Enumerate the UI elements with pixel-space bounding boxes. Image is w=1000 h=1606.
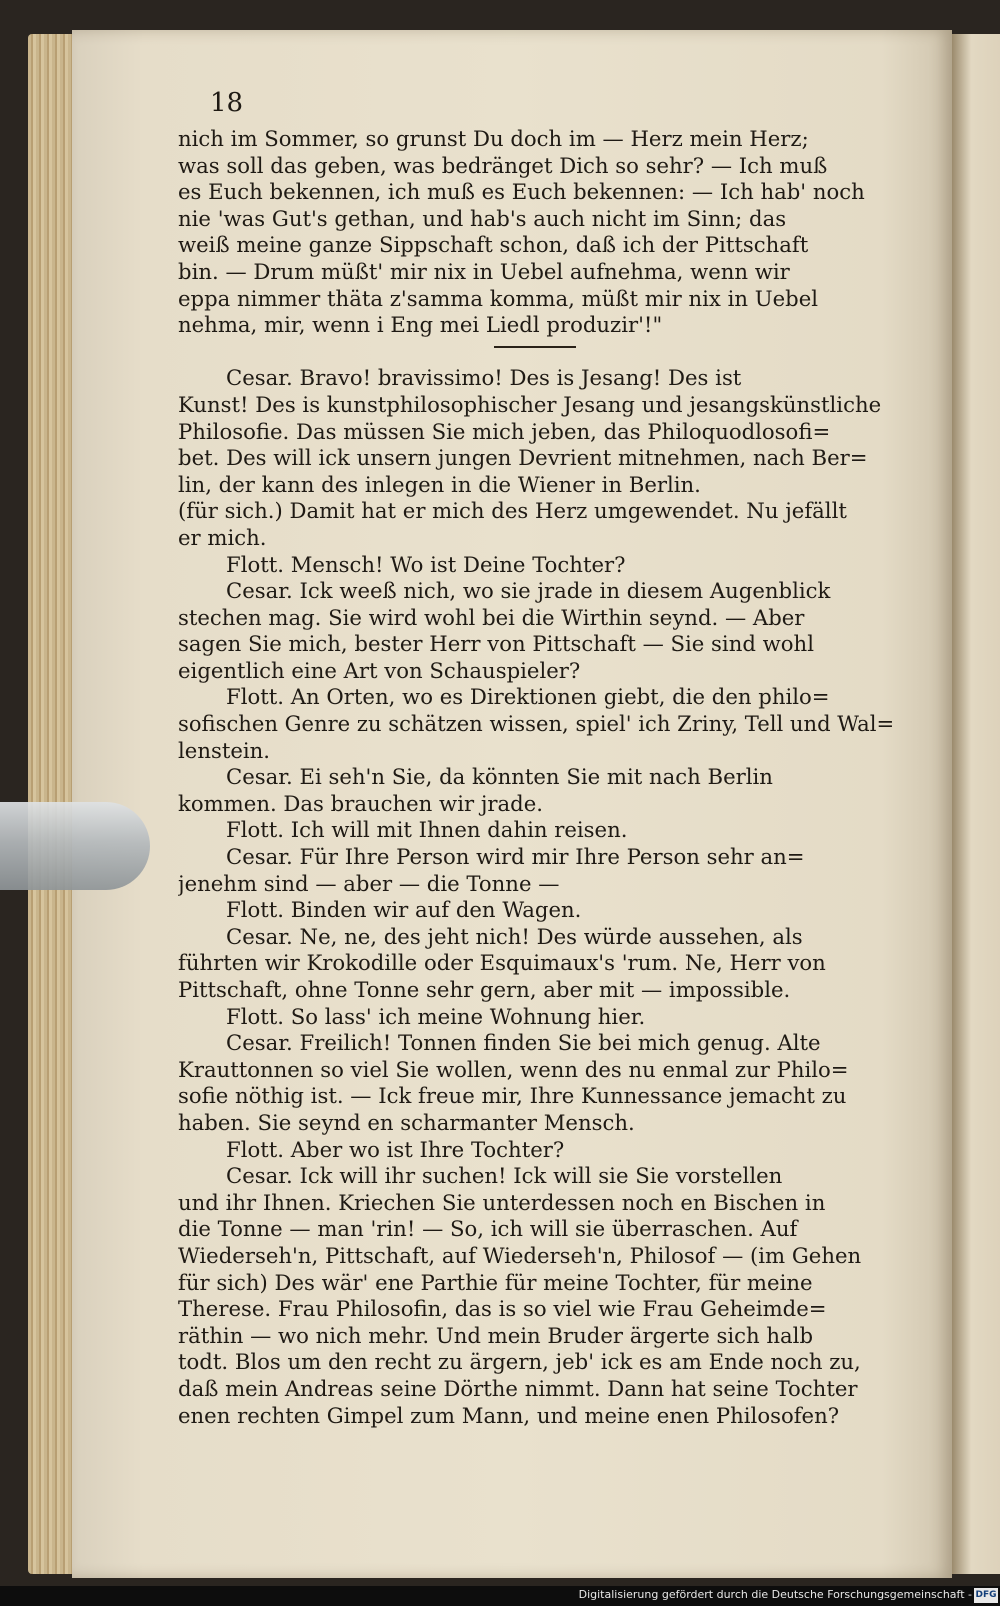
text-line: Therese. Frau Philosofin, das is so viel wie Frau Geheimde=: [178, 1296, 827, 1322]
text-line: (für sich.) Damit hat er mich des Herz umgewendet. Nu jefällt: [178, 498, 847, 524]
text-line: Flott. Aber wo ist Ihre Tochter?: [226, 1136, 565, 1162]
text-line: Flott. Binden wir auf den Wagen.: [226, 897, 582, 923]
text-line: Cesar. Ne, ne, des jeht nich! Des würde aussehen, als: [226, 923, 803, 949]
funding-notice: Digitalisierung gefördert durch die Deutsche Forschungsgemeinschaft -: [578, 1588, 972, 1601]
text-line: eigentlich eine Art von Schauspieler?: [178, 657, 581, 683]
text-line: todt. Blos um den recht zu ärgern, jeb' ick es am Ende noch zu,: [178, 1349, 861, 1375]
text-line: sagen Sie mich, bester Herr von Pittschaft — Sie sind wohl: [178, 631, 814, 657]
text-line: sofie nöthig ist. — Ick freue mir, Ihre Kunnessance jemacht zu: [178, 1083, 847, 1109]
text-line: nehma, mir, wenn i Eng mei Liedl produzir'!": [178, 312, 663, 338]
text-line: [178, 339, 894, 366]
page-body-text: [178, 126, 894, 1429]
text-line: Flott. Ich will mit Ihnen dahin reisen.: [226, 817, 628, 843]
text-line: Flott. An Orten, wo es Direktionen giebt, die den philo=: [226, 684, 830, 710]
text-line: Cesar. Für Ihre Person wird mir Ihre Person sehr an=: [226, 844, 805, 870]
text-line: Krauttonnen so viel Sie wollen, wenn des nu enmal zur Philo=: [178, 1056, 849, 1082]
text-line: lenstein.: [178, 737, 271, 763]
text-line: daß mein Andreas seine Dörthe nimmt. Dann hat seine Tochter: [178, 1375, 858, 1401]
footer-bar: [0, 1586, 1000, 1606]
text-line: nie 'was Gut's gethan, und hab's auch nicht im Sinn; das: [178, 205, 787, 231]
text-line: Cesar. Ick weeß nich, wo sie jrade in diesem Augenblick: [226, 578, 831, 604]
text-line: Flott. So lass' ich meine Wohnung hier.: [226, 1003, 646, 1029]
text-line: Wiederseh'n, Pittschaft, auf Wiederseh'n, Philosof — (im Gehen: [178, 1242, 862, 1268]
text-line: führten wir Krokodille oder Esquimaux's 'rum. Ne, Herr von: [178, 950, 826, 976]
text-line: Philosofie. Das müssen Sie mich jeben, das Philoquodlosofi=: [178, 418, 831, 444]
text-line: bet. Des will ick unsern jungen Devrient mitnehmen, nach Ber=: [178, 445, 868, 471]
text-line: Cesar. Bravo! bravissimo! Des is Jesang! Des ist: [226, 365, 742, 391]
text-line: bin. — Drum müßt' mir nix in Uebel aufnehma, wenn wir: [178, 258, 790, 284]
text-line: Kunst! Des is kunstphilosophischer Jesang und jesangskünstliche: [178, 391, 882, 417]
text-line: für sich) Des wär' ene Parthie für meine Tochter, für meine: [178, 1269, 813, 1295]
text-line: er mich.: [178, 524, 267, 550]
text-line: es Euch bekennen, ich muß es Euch bekennen: — Ich hab' noch: [178, 179, 865, 205]
text-line: enen rechten Gimpel zum Mann, und meine enen Philosofen?: [178, 1402, 840, 1428]
dfg-logo: DFG: [974, 1588, 998, 1603]
page-clip-bookmark: [0, 802, 150, 890]
facing-page-edge: [952, 34, 1000, 1574]
text-line: lin, der kann des inlegen in die Wiener in Berlin.: [178, 471, 701, 497]
text-line: räthin — wo nich mehr. Und mein Bruder ärgerte sich halb: [178, 1322, 814, 1348]
text-line: Cesar. Ei seh'n Sie, da könnten Sie mit nach Berlin: [226, 764, 773, 790]
text-line: Flott. Mensch! Wo ist Deine Tochter?: [226, 551, 626, 577]
text-line: Cesar. Ick will ihr suchen! Ick will sie Sie vorstellen: [226, 1163, 783, 1189]
text-line: Cesar. Freilich! Tonnen finden Sie bei mich genug. Alte: [226, 1030, 821, 1056]
page-number: 18: [210, 88, 244, 118]
text-line: eppa nimmer thäta z'samma komma, müßt mir nix in Uebel: [178, 285, 819, 311]
text-line: weiß meine ganze Sippschaft schon, daß ich der Pittschaft: [178, 232, 809, 258]
text-line: und ihr Ihnen. Kriechen Sie unterdessen noch en Bischen in: [178, 1189, 826, 1215]
text-line: nich im Sommer, so grunst Du doch im — Herz mein Herz;: [178, 126, 809, 151]
text-line: sofischen Genre zu schätzen wissen, spiel' ich Zriny, Tell und Wal=: [178, 711, 894, 737]
text-line: die Tonne — man 'rin! — So, ich will sie überraschen. Auf: [178, 1216, 798, 1242]
text-line: Pittschaft, ohne Tonne sehr gern, aber mit — impossible.: [178, 977, 791, 1002]
text-line: was soll das geben, was bedränget Dich so sehr? — Ich muß: [178, 152, 828, 178]
text-line: haben. Sie seynd en scharmanter Mensch.: [178, 1109, 635, 1135]
text-line: stechen mag. Sie wird wohl bei die Wirthin seynd. — Aber: [178, 604, 805, 630]
text-line: jenehm sind — aber — die Tonne —: [178, 870, 560, 896]
text-line: kommen. Das brauchen wir jrade.: [178, 790, 543, 816]
